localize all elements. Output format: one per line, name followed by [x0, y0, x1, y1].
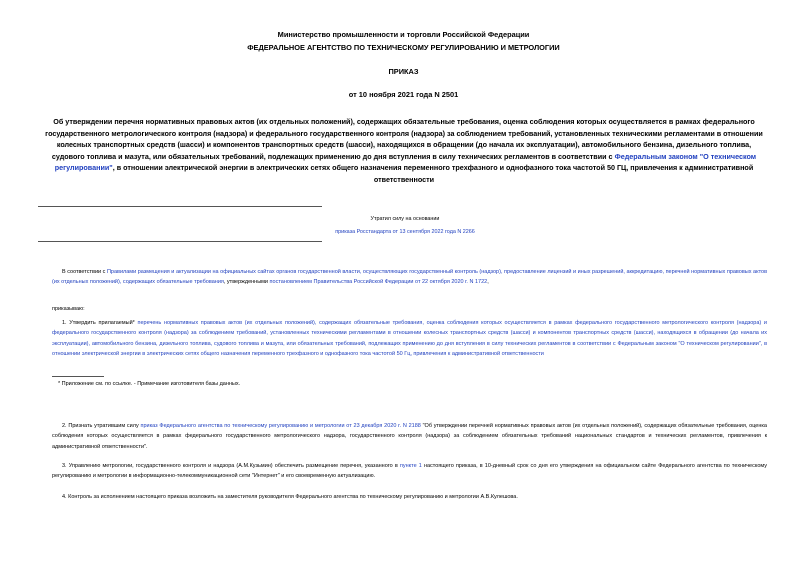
footnote-divider: [52, 376, 104, 377]
title-text-2: , в отношении электрической энергии в электрических сетях общего назначения переменного трехфазного и однофазного тока частотой 50 ГЦ, привлечения к административной ответственности: [112, 163, 754, 184]
document-date-number: от 10 ноября 2021 года N 2501: [348, 90, 459, 99]
divider-top: [38, 206, 322, 207]
item-4-paragraph: 4. Контроль за исполнением настоящего приказа возложить на заместителя руководителя Федерального агентства по техническому регулированию и метрологии А.В.Кулешова.: [62, 494, 518, 500]
preamble-text-2: , утвержденными: [223, 279, 270, 286]
footnote: * Приложение см. по ссылке. - Примечание изготовителя базы данных.: [58, 381, 241, 387]
item-3-text-1: 3. Управлению метрологии, государственного контроля и надзора (А.М.Кузьмин) обеспечить размещение перечня, указанного в: [62, 463, 400, 469]
title-text-1: Об утверждении перечня нормативных правовых актов (их отдельных положений), содержащих обязательные требования, оценка соблюдения которых осуществляется в рамках федерального государственного метрологического контроля (надзора) и федерального государственного контроля (надзора) за соблюдением требований, установленных техническими регламентами в отношении колесных транспортных средств (шасси) и компонентов транспортных средств (шасси), находящихся в обращении (до начала их эксплуатации), автомобильного бензина, дизельного топлива, судового топлива и мазута, или обязательных требований, подлежащих применению до дня вступления в силу технических регламентов в соответствии с: [45, 117, 763, 161]
ministry-name: Министерство промышленности и торговли Российской Федерации: [277, 30, 530, 39]
document-type: ПРИКАЗ: [388, 67, 419, 76]
item-1-paragraph: [52, 318, 767, 359]
agency-name: ФЕДЕРАЛЬНОЕ АГЕНТСТВО ПО ТЕХНИЧЕСКОМУ РЕГУЛИРОВАНИЮ И МЕТРОЛОГИИ: [247, 43, 560, 52]
rules-link[interactable]: Правилами размещения и актуализации на официальных сайтах органов государственной власти, осуществляющих государственный контроль (надзор), предоставление лицензий и иных разрешений, аккредитацию, перечней нормативных правовых актов (их отдельных положений), содержащих обязательные требования: [52, 269, 768, 286]
status-note-line1: Утратил силу на основании: [370, 216, 440, 222]
divider-bottom: [38, 241, 322, 242]
item-3-text-2: настоящего приказа, в 10-дневный срок со дня его утверждения на официальном сайте Федерального агентства по техническому регулированию и метрологии в информационно-телекоммуникационной сети "Интернет" и его своевременную актуализацию.: [52, 463, 767, 480]
government-resolution-link[interactable]: постановлением Правительства Российской Федерации от 22 октября 2020 г. N 1722: [269, 279, 488, 286]
item-2-text-1: 2. Признать утратившим силу: [62, 423, 141, 429]
order-word: приказываю:: [52, 306, 85, 312]
document-title: [44, 116, 764, 186]
repeal-order-link[interactable]: приказа Росстандарта от 13 сентября 2022 года N 2266: [335, 229, 475, 235]
item-2-text-2: "Об утверждении перечней нормативных правовых актов (их отдельных положений), содержащих обязательные требования, оценка соблюдения которых осуществляется в рамках федерального государственного метрологического надзора, государственного контроля (надзора) за соблюдением обязательных требований национальных стандартов и технических регламентов, привлечения к административной ответственности".: [52, 423, 767, 450]
federal-law-link[interactable]: Федеральным законом "О техническом регулировании": [54, 151, 757, 173]
clause-1-link[interactable]: пункте 1: [399, 463, 422, 469]
preamble-text-3: ,: [487, 279, 489, 286]
preamble-text-1: В соответствии с: [62, 269, 107, 275]
preamble-paragraph: [52, 267, 767, 288]
item-2-paragraph: [52, 421, 767, 452]
item-1-text: 1. Утвердить прилагаемый*: [62, 320, 138, 326]
approved-list-link[interactable]: перечень нормативных правовых актов (их отдельных положений), содержащих обязательные требования, оценка соблюдения которых осуществляется в рамках федерального государственного метрологического контроля (надзора) и федерального государственного контроля (надзора) за соблюдением требований, установленных техническими регламентами в отношении колесных транспортных средств (шасси) и компонентов транспортных средств (шасси), находящихся в обращении (до начала их эксплуатации), автомобильного бензина, дизельного топлива, судового топлива и мазута, или обязательных требований, подлежащих применению до дня вступления в силу технических регламентов в соответствии с Федеральным законом "О техническом регулировании", в отношении электрической энергии в электрических сетях общего назначения переменного трехфазного и однофазного тока частотой 50 Гц, привлечения к административной ответственности: [52, 320, 768, 357]
repealed-order-link[interactable]: приказ Федерального агентства по техническому регулированию и метрологии от 23 декабря 2020 г. N 2188: [140, 423, 421, 429]
item-3-paragraph: [52, 461, 767, 482]
